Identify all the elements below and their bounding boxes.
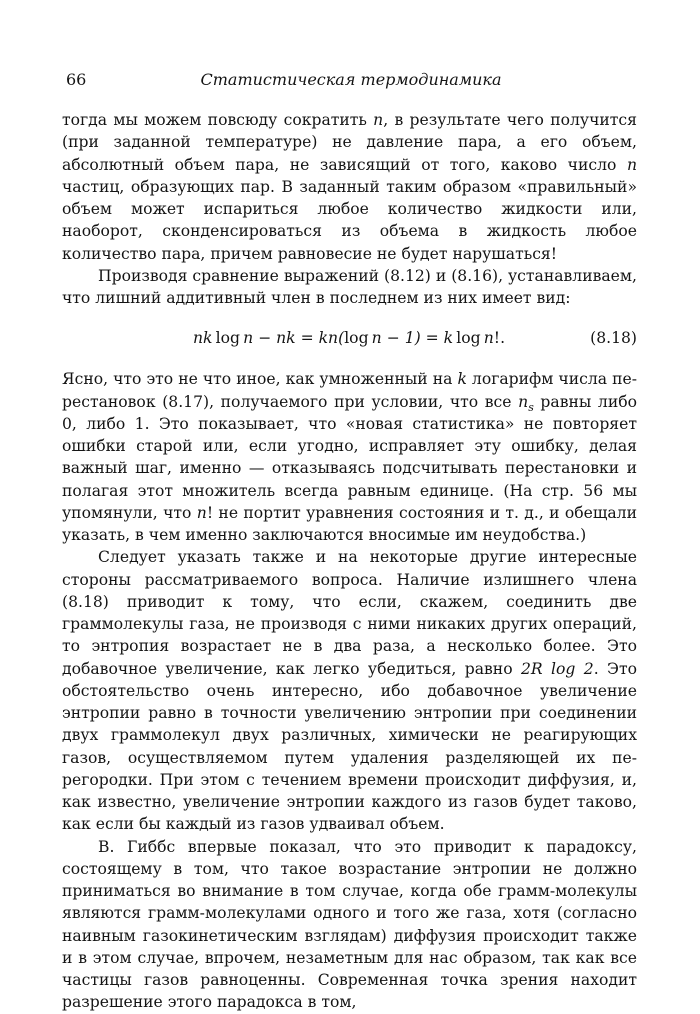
paragraph-1: тогда мы можем повсюду сократить n, в результате чего получится (при заданной температуре) не давление пара, а его объем, абсолютный объем пара, не зависящий от того, каково число n частиц, образующих пар. В заданный таким образом «правильный» объем может испариться любое количество жидкости или, наоборот, сконденсироваться из объема в жидкость любое количество пара, причем равновесие не будет нарушаться! [62,111,637,263]
equation-body: nk log n − nk = kn(log n − 1) = k log n!. [193,329,506,348]
expression-2r-log-2: 2R log 2 [520,659,594,678]
paragraph-3: Ясно, что это не что иное, как умноженный на k логарифм числа перестановок (8.17), получаемого при условии, что все $n_s$ равны либо 0, либо 1. Это показывает, что «новая статистика» не повторяет ошибки старой или, если угодно, исправляет эту ошибку, делая важный шаг, именно — отказываясь подсчитывать перестановки и полагая этот множитель всегда равным единице. (На стр. 56 мы упомянули, что n! не портит уравнения состояния и т. д., и обещали указать, в чем именно заключаются вносимые им неудобства.) [62,370,637,544]
paragraph-5: В. Гиббс впервые показал, что это приводит к парадоксу, состоящему в том, что такое возрастание энтропии не должно приниматься во внимание в том случае, когда обе грамм-молекулы являются грамм-молекулами одного и того же газа, хотя (согласно наивным газокинетическим взглядам) диффузия происходит также и в этом случае, впрочем, незаметным для нас образом, так как все частицы газов равноценны. Современная точка зрения находит разрешение этого парадокса в том, [62,837,637,1012]
symbol-n: n [373,111,384,129]
paragraph-2: Производя сравнение выражений (8.12) и (8.16), устанавливаем, что лишний аддитивный член в последнем из них имеет вид: [62,266,637,307]
symbol-n: n [626,155,637,174]
body-text [62,109,637,1014]
page-header [66,70,636,94]
symbol-n-s: $n_s$ [518,392,534,414]
symbol-n: n [196,503,207,522]
page-number: 66 [66,70,87,89]
equation-8-18 [62,316,637,360]
paragraph-4: Следует указать также и на некоторые другие интересные стороны рассматриваемого вопроса. Наличие излишнего члена (8.18) приводит к тому, что если, скажем, соединить две граммолекулы газа, не производя с ними никаких других операций, то энтропия возрастает не в два раза, а несколько более. Это добавочное увеличение, как легко убедиться, равно 2R log 2. Это обстоятельство очень интересно, ибо добавочное увеличение энтропии равно в точности увеличению энтропии при соединении двух граммолекул двух различных, химически не реагирующих газов, осуществляемом путем удаления разделяющей их перегородки. При этом с течением времени происходит диффузия, и, как известно, увеличение энтропии каждого из газов будет таково, как если бы каждый из газов удваивал объем. [62,548,637,834]
running-title: Статистическая термодинамика [200,70,502,89]
symbol-k: k [457,370,467,389]
equation-number: (8.18) [590,329,637,348]
